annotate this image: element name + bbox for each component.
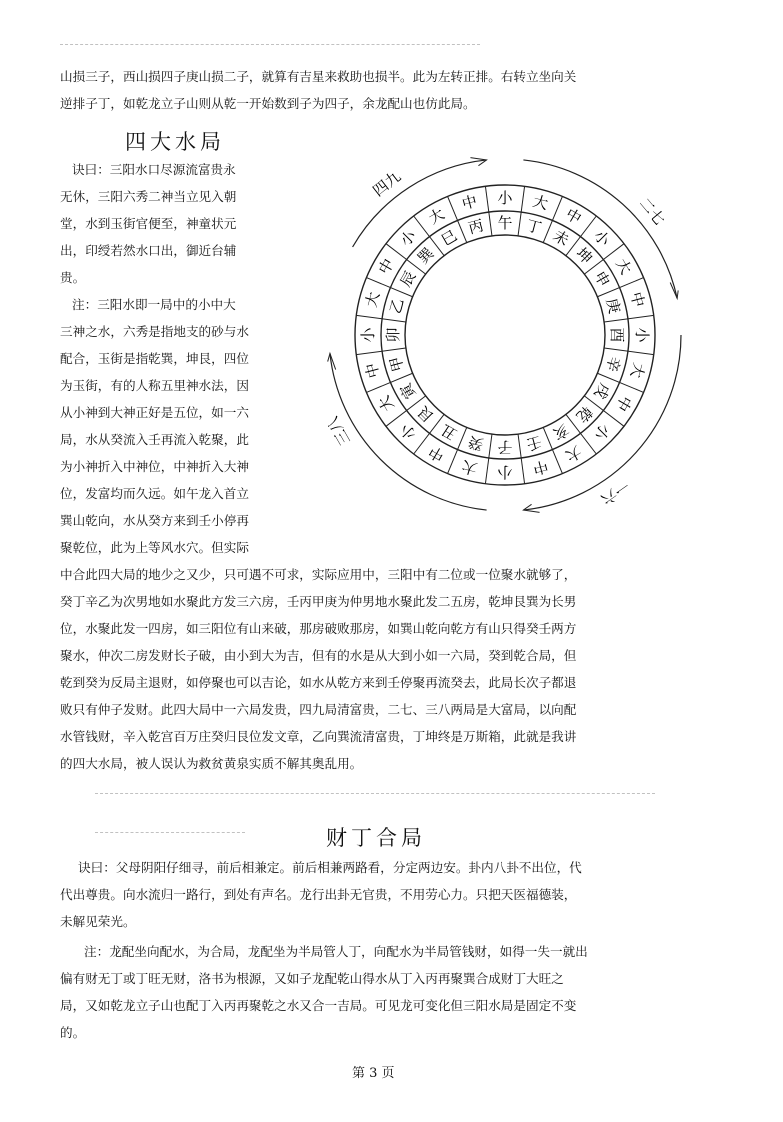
inner-ring-label: 癸	[466, 432, 486, 454]
text-line: 注：龙配坐向配水，为合局，龙配坐为半局管人丁，向配水为半局管钱财，如得一失一就出	[84, 944, 588, 959]
text-line: 偏有财无丁或丁旺无财，洛书为根源，又如子龙配乾山得水从丁入丙再聚巽合成财丁大旺之	[60, 971, 564, 986]
middle-ring-label: 小	[497, 189, 513, 207]
intro-line: 山损三子，西山损四子庚山损二子，就算有吉星来救助也损半。此为左转正排。右转立坐向关	[60, 69, 577, 84]
water-ring-diagram	[300, 150, 710, 520]
text-line: 诀曰：父母阴阳仔细寻，前后相兼定。前后相兼两路看，分定两边安。卦内八卦不出位，代	[78, 860, 582, 875]
text-line: 为小神折入中神位，中神折入大神	[60, 459, 249, 474]
middle-ring-label: 小	[633, 327, 651, 343]
inner-ring-label: 艮	[414, 402, 438, 426]
section-title: 财丁合局	[326, 826, 426, 850]
ring-divider	[356, 315, 406, 322]
inner-ring-label: 未	[549, 226, 573, 250]
inner-ring-label: 巳	[437, 226, 461, 250]
section-title: 四大水局	[125, 130, 225, 154]
text-line: 从小神到大神正好是五位，如一六	[60, 405, 249, 420]
text-line: 水管钱财，辛入乾宫百万庄癸归艮位发文章，乙向巽流清富贵，丁坤终是万斯箱，此就是我讲	[60, 729, 577, 744]
middle-ring-label: 中	[530, 456, 551, 478]
outer-arc-label: 二七	[635, 194, 669, 229]
inner-ring-label: 庚	[602, 296, 624, 316]
text-line: 位，水聚此发一四房，如三阳位有山来破，那房破败那房，如巽山乾向乾方有山只得癸壬两方	[60, 621, 577, 636]
middle-ring-label: 大	[626, 360, 648, 381]
middle-ring-label: 小	[590, 420, 614, 444]
inner-ring-label: 寅	[396, 379, 420, 403]
text-line: 堂，水到玉街官便至，神童状元	[60, 216, 237, 231]
ring-divider	[518, 186, 525, 236]
inner-ring-label: 辰	[396, 267, 420, 291]
middle-ring-label: 小	[359, 327, 377, 343]
text-line: 聚水，仲次二房发财长子破，由小到大为吉，但有的水是从大到小如一六局，癸到乾合局，但	[60, 648, 577, 663]
inner-ring-label: 丑	[437, 420, 461, 444]
middle-ring-label: 大	[530, 192, 551, 214]
text-line: 贵。	[60, 270, 86, 285]
middle-ring-label: 大	[459, 456, 480, 478]
text-line: 三神之水，六秀是指地支的砂与水	[60, 324, 249, 339]
ring-divider	[485, 434, 492, 484]
ring-circle	[381, 211, 629, 459]
middle-ring-label: 大	[562, 442, 585, 466]
middle-ring-label: 大	[425, 204, 448, 228]
page-number: 第 3 页	[352, 1066, 395, 1081]
text-line: 为玉街，有的人称五里神水法，因	[60, 378, 249, 393]
text-line: 出，印绶若然水口出，御近台辅	[60, 243, 237, 258]
outer-arc-label: 四九	[369, 167, 405, 201]
inner-ring-label: 壬	[524, 432, 544, 454]
text-line: 诀曰：三阳水口尽源流富贵永	[72, 162, 236, 177]
inner-ring-label: 甲	[386, 354, 408, 374]
ring-circle	[405, 235, 605, 435]
inner-ring-label: 坤	[572, 244, 596, 268]
text-line: 癸丁辛乙为次男地如水聚此方发三六房，壬丙甲庚为仲男地水聚此发二五房，乾坤艮巽为长男	[60, 594, 577, 609]
inner-ring-label: 丙	[466, 216, 486, 238]
middle-ring-label: 大	[612, 255, 636, 278]
text-line: 局，水从癸流入壬再流入乾聚，此	[60, 432, 249, 447]
scan-noise-mid	[95, 793, 655, 794]
inner-ring-label: 乙	[386, 296, 408, 316]
ring-divider	[604, 348, 654, 355]
text-line: 局，又如乾龙立子山也配丁入丙再聚乾之水又合一吉局。可见龙可变化但三阳水局是固定不变	[60, 998, 577, 1013]
middle-ring-labels	[359, 189, 651, 481]
scan-noise-lower	[95, 832, 245, 833]
outer-arc-label: 一六	[597, 476, 633, 509]
inner-ring-label: 午	[497, 214, 513, 232]
middle-ring-label: 中	[612, 392, 636, 415]
text-line: 代出尊贵。向水流归一路行，到处有声名。龙行出卦无官贵，不用劳心力。只把天医福德装，	[60, 887, 577, 902]
inner-ring-label: 卯	[384, 327, 402, 343]
ring-divider	[518, 434, 525, 484]
inner-ring-label: 亥	[549, 420, 573, 444]
inner-ring-labels	[384, 214, 626, 456]
middle-ring-label: 中	[562, 204, 585, 228]
ring-divider	[356, 348, 406, 355]
middle-ring-label: 小	[497, 463, 513, 481]
middle-ring-label: 小	[396, 420, 420, 444]
text-line: 位，发富均而久远。如午龙入首立	[60, 486, 249, 501]
text-line: 无休，三阳六秀二神当立见入朝	[60, 189, 237, 204]
inner-ring-label: 辛	[602, 354, 624, 374]
scan-noise-top	[60, 44, 480, 45]
text-line: 未解见荣光。	[60, 914, 136, 929]
inner-ring-label: 巽	[414, 244, 438, 268]
middle-ring-label: 小	[396, 226, 420, 250]
ring-divider	[485, 186, 492, 236]
inner-ring-label: 申	[590, 267, 614, 291]
text-line: 的四大水局，被人误认为救贫黄泉实质不解其奥乱用。	[60, 756, 363, 771]
middle-ring-label: 中	[362, 360, 384, 381]
text-line: 中合此四大局的地少之又少，只可遇不可求，实际应用中，三阳中有二位或一位聚水就够了，	[60, 567, 577, 582]
inner-ring-label: 子	[497, 438, 513, 456]
middle-ring-label: 小	[590, 226, 614, 250]
middle-ring-label: 中	[459, 192, 480, 214]
inner-ring-label: 丁	[524, 216, 544, 238]
outer-arc-label: 三八	[323, 413, 355, 449]
middle-ring-label: 中	[374, 255, 398, 278]
text-line: 的。	[60, 1025, 86, 1040]
ring-divider	[604, 315, 654, 322]
text-line: 乾到癸为反局主退财，如停聚也可以吉论，如水从乾方来到壬停聚再流癸去，此局长次子都退	[60, 675, 577, 690]
text-line: 聚乾位，此为上等风水穴。但实际	[60, 540, 249, 555]
inner-ring-label: 酉	[608, 327, 626, 343]
intro-line: 逆排子丁，如乾龙立子山则从乾一开始数到子为四子，余龙配山也仿此局。	[60, 96, 476, 111]
middle-ring-label: 大	[374, 392, 398, 415]
text-line: 注：三阳水即一局中的小中大	[72, 297, 236, 312]
text-line: 败只有仲子发财。此四大局中一六局发贵，四九局清富贵，二七、三八两局是大富局，以向配	[60, 702, 577, 717]
inner-ring-label: 戌	[590, 379, 614, 403]
inner-ring-label: 乾	[572, 402, 596, 426]
middle-ring-label: 中	[626, 289, 648, 310]
middle-ring-label: 中	[425, 442, 448, 466]
text-line: 配合，玉街是指乾巽，坤艮，四位	[60, 351, 249, 366]
middle-ring-label: 大	[362, 289, 384, 310]
text-line: 巽山乾向，水从癸方来到壬小停再	[60, 513, 249, 528]
